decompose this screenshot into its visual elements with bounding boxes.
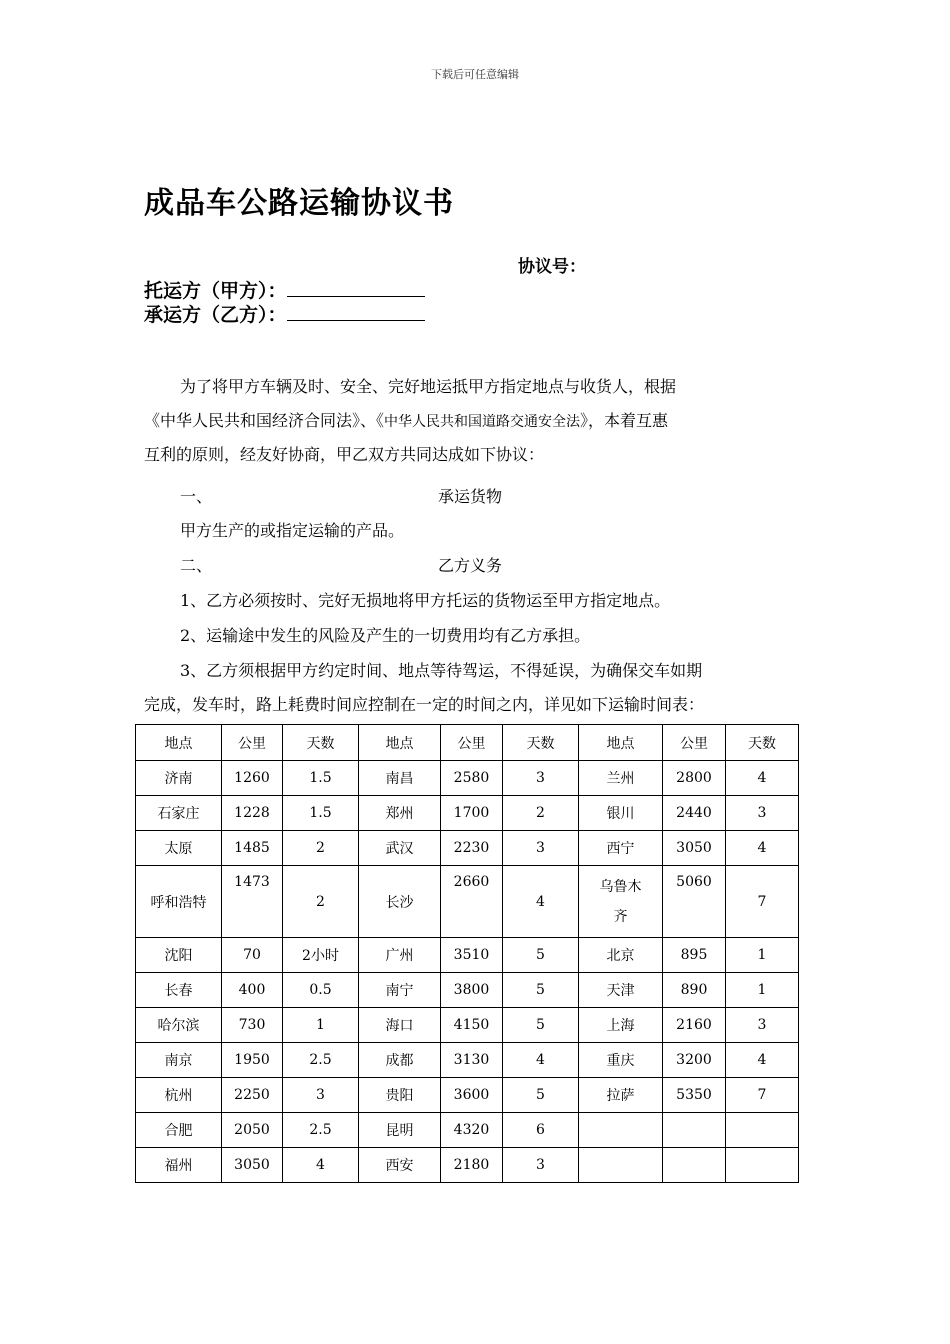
table-cell xyxy=(579,1148,663,1183)
party-b-line xyxy=(144,300,425,327)
intro-law-1: 《中华人民共和国经济合同法》、《 xyxy=(144,411,385,430)
table-cell: 4 xyxy=(503,1043,579,1078)
table-cell: 长春 xyxy=(136,973,222,1008)
table-cell: 2580 xyxy=(441,761,503,796)
table-cell: 广州 xyxy=(359,938,441,973)
table-row xyxy=(136,761,799,796)
table-cell: 7 xyxy=(726,1078,799,1113)
table-cell: 5060 xyxy=(663,866,726,938)
table-cell: 贵阳 xyxy=(359,1078,441,1113)
header-cell: 公里 xyxy=(222,725,283,761)
table-cell: 成都 xyxy=(359,1043,441,1078)
city-name-part-2: 齐 xyxy=(613,908,628,925)
table-cell: 呼和浩特 xyxy=(136,866,222,938)
table-cell: 福州 xyxy=(136,1148,222,1183)
table-cell: 兰州 xyxy=(579,761,663,796)
table-cell: 2 xyxy=(283,831,359,866)
party-a-blank xyxy=(287,278,425,297)
table-cell: 3 xyxy=(503,761,579,796)
table-row xyxy=(136,1008,799,1043)
table-cell: 济南 xyxy=(136,761,222,796)
table-cell: 730 xyxy=(222,1008,283,1043)
section-1-number: 一、 xyxy=(180,487,213,506)
table-cell: 昆明 xyxy=(359,1113,441,1148)
table-row xyxy=(136,938,799,973)
table-cell: 银川 xyxy=(579,796,663,831)
table-cell: 杭州 xyxy=(136,1078,222,1113)
table-cell: 4 xyxy=(726,831,799,866)
table-cell: 1 xyxy=(283,1008,359,1043)
header-cell: 公里 xyxy=(441,725,503,761)
section-2-title: 乙方义务 xyxy=(438,556,503,575)
table-cell: 3600 xyxy=(441,1078,503,1113)
section-1-title: 承运货物 xyxy=(438,487,503,506)
table-cell: 4 xyxy=(726,761,799,796)
table-cell: 5 xyxy=(503,938,579,973)
table-cell: 武汉 xyxy=(359,831,441,866)
table-cell: 1 xyxy=(726,938,799,973)
table-cell: 2180 xyxy=(441,1148,503,1183)
header-cell: 天数 xyxy=(503,725,579,761)
table-cell: 石家庄 xyxy=(136,796,222,831)
table-cell: 2440 xyxy=(663,796,726,831)
transport-time-table xyxy=(135,724,799,1183)
table-cell: 2 xyxy=(283,866,359,938)
table-row xyxy=(136,1078,799,1113)
table-cell: 南昌 xyxy=(359,761,441,796)
table-cell xyxy=(726,1148,799,1183)
table-cell: 3 xyxy=(503,831,579,866)
table-cell: 长沙 xyxy=(359,866,441,938)
table-cell: 3 xyxy=(283,1078,359,1113)
table-cell: 1700 xyxy=(441,796,503,831)
table-cell: 3050 xyxy=(222,1148,283,1183)
table-cell: 890 xyxy=(663,973,726,1008)
table-cell: 2230 xyxy=(441,831,503,866)
table-cell: 1950 xyxy=(222,1043,283,1078)
table-cell: 2660 xyxy=(441,866,503,938)
party-a-label: 托运方（甲方）： xyxy=(144,280,287,302)
table-cell: 1228 xyxy=(222,796,283,831)
table-cell: 4 xyxy=(503,866,579,938)
table-header-row xyxy=(136,725,799,761)
section-2-item-3-line-2: 完成，发车时，路上耗费时间应控制在一定的时间之内，详见如下运输时间表： xyxy=(144,695,705,714)
table-cell: 沈阳 xyxy=(136,938,222,973)
section-2-item-3-line-1: 3、乙方须根据甲方约定时间、地点等待驾运，不得延误，为确保交车如期 xyxy=(180,661,703,680)
table-cell: 1473 xyxy=(222,866,283,938)
table-cell: 南京 xyxy=(136,1043,222,1078)
table-cell: 2.5 xyxy=(283,1043,359,1078)
intro-line-3: 互利的原则，经友好协商，甲乙双方共同达成如下协议： xyxy=(144,445,545,464)
table-cell-wrapped xyxy=(579,866,663,938)
header-cell: 公里 xyxy=(663,725,726,761)
table-row xyxy=(136,866,799,938)
table-cell: 1.5 xyxy=(283,796,359,831)
table-cell: 郑州 xyxy=(359,796,441,831)
table-cell: 2050 xyxy=(222,1113,283,1148)
city-name-part-1: 乌鲁木 xyxy=(599,878,642,895)
table-cell: 重庆 xyxy=(579,1043,663,1078)
table-cell: 2800 xyxy=(663,761,726,796)
table-cell: 5 xyxy=(503,1078,579,1113)
table-cell: 0.5 xyxy=(283,973,359,1008)
table-cell: 400 xyxy=(222,973,283,1008)
intro-line-2-tail: 》，本着互惠 xyxy=(580,411,669,430)
table-cell: 天津 xyxy=(579,973,663,1008)
table-cell xyxy=(663,1113,726,1148)
header-note: 下载后可任意编辑 xyxy=(431,68,519,81)
table-cell: 3 xyxy=(503,1148,579,1183)
table-cell xyxy=(663,1148,726,1183)
section-2-item-2: 2、运输途中发生的风险及产生的一切费用均有乙方承担。 xyxy=(180,626,591,645)
table-cell: 西宁 xyxy=(579,831,663,866)
table-cell: 2250 xyxy=(222,1078,283,1113)
table-cell: 7 xyxy=(726,866,799,938)
intro-paragraph xyxy=(144,370,806,480)
table-cell: 1 xyxy=(726,973,799,1008)
table-cell: 哈尔滨 xyxy=(136,1008,222,1043)
table-cell: 5350 xyxy=(663,1078,726,1113)
table-row xyxy=(136,1148,799,1183)
table-cell: 3 xyxy=(726,1008,799,1043)
table-cell: 1485 xyxy=(222,831,283,866)
table-cell: 4 xyxy=(283,1148,359,1183)
table-cell: 上海 xyxy=(579,1008,663,1043)
header-cell: 地点 xyxy=(136,725,222,761)
table-row xyxy=(136,1043,799,1078)
table-cell: 5 xyxy=(503,973,579,1008)
table-cell: 3510 xyxy=(441,938,503,973)
intro-line-2 xyxy=(144,404,668,439)
table-cell: 2小时 xyxy=(283,938,359,973)
table-cell: 合肥 xyxy=(136,1113,222,1148)
table-row xyxy=(136,973,799,1008)
table-cell: 4150 xyxy=(441,1008,503,1043)
table-cell: 5 xyxy=(503,1008,579,1043)
table-cell xyxy=(726,1113,799,1148)
table-cell: 南宁 xyxy=(359,973,441,1008)
intro-line-1: 为了将甲方车辆及时、安全、完好地运抵甲方指定地点与收货人，根据 xyxy=(180,377,677,396)
party-a-line xyxy=(144,276,425,303)
table-cell: 3 xyxy=(726,796,799,831)
table-cell: 2.5 xyxy=(283,1113,359,1148)
table-cell: 70 xyxy=(222,938,283,973)
header-cell: 天数 xyxy=(283,725,359,761)
table-cell: 3200 xyxy=(663,1043,726,1078)
section-2-item-1: 1、乙方必须按时、完好无损地将甲方托运的货物运至甲方指定地点。 xyxy=(180,591,671,610)
intro-law-2: 中华人民共和国道路交通安全法 xyxy=(384,414,581,430)
table-cell xyxy=(579,1113,663,1148)
table-cell: 北京 xyxy=(579,938,663,973)
table-cell: 1260 xyxy=(222,761,283,796)
document-title: 成品车公路运输协议书 xyxy=(144,186,454,221)
table-cell: 太原 xyxy=(136,831,222,866)
table-cell: 4320 xyxy=(441,1113,503,1148)
table-cell: 海口 xyxy=(359,1008,441,1043)
agreement-number-label: 协议号： xyxy=(518,257,586,277)
header-cell: 天数 xyxy=(726,725,799,761)
table-cell: 3130 xyxy=(441,1043,503,1078)
table-row xyxy=(136,796,799,831)
section-2-number: 二、 xyxy=(180,556,213,575)
table-cell: 3050 xyxy=(663,831,726,866)
header-cell: 地点 xyxy=(359,725,441,761)
table-cell: 拉萨 xyxy=(579,1078,663,1113)
table-cell: 6 xyxy=(503,1113,579,1148)
table-cell: 4 xyxy=(726,1043,799,1078)
section-1-body: 甲方生产的或指定运输的产品。 xyxy=(180,521,405,540)
table-row xyxy=(136,1113,799,1148)
table-cell: 2 xyxy=(503,796,579,831)
table-row xyxy=(136,831,799,866)
table-cell: 2160 xyxy=(663,1008,726,1043)
table-cell: 895 xyxy=(663,938,726,973)
table-cell: 3800 xyxy=(441,973,503,1008)
table-cell: 西安 xyxy=(359,1148,441,1183)
table-cell: 1.5 xyxy=(283,761,359,796)
party-b-label: 承运方（乙方）： xyxy=(144,304,287,326)
party-b-blank xyxy=(287,302,425,321)
header-cell: 地点 xyxy=(579,725,663,761)
